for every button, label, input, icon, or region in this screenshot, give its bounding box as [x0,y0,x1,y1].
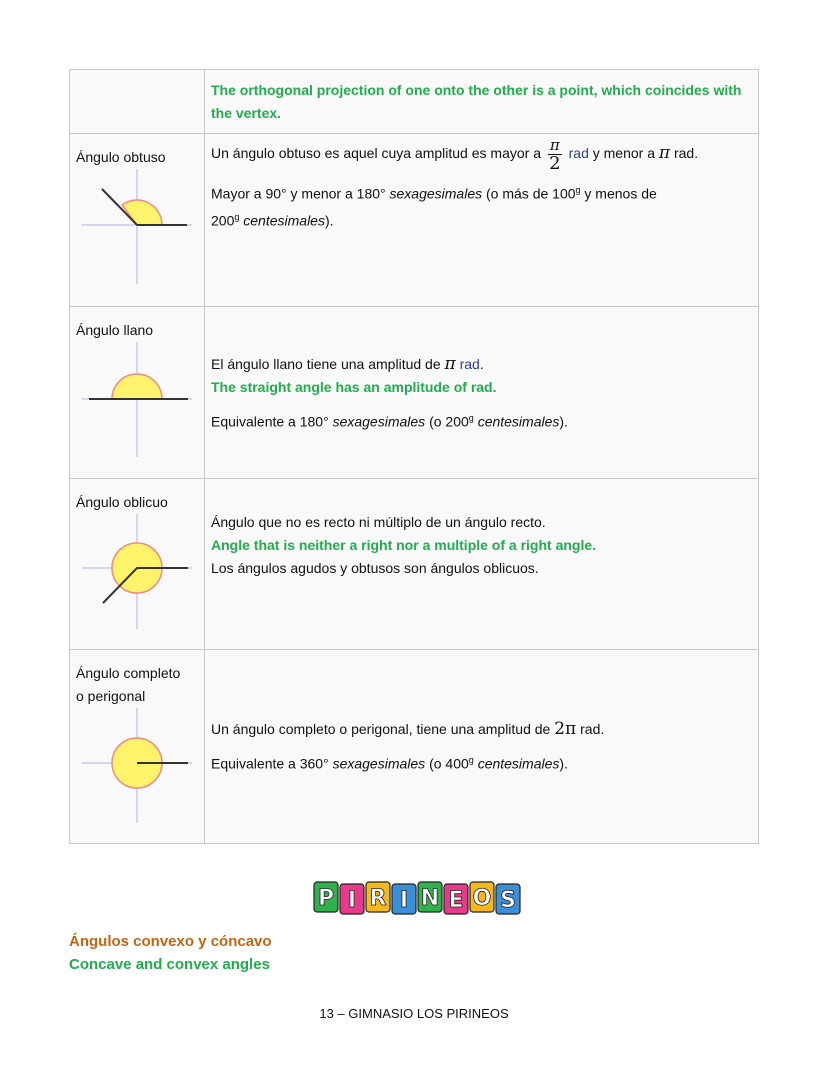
logo-letter-block [444,884,468,914]
obtuse-angle-label: Ángulo obtuso [76,149,166,165]
text: (o 400 [429,755,469,772]
text: 200 [211,212,235,229]
full-line2 [205,749,758,776]
grad-superscript: g [575,185,581,195]
pi-symbol: π [444,354,456,374]
two-pi-symbol: 2π [554,719,577,739]
text: Equivalente a 360° [211,755,329,772]
projection-note: The orthogonal projection of one onto the other is a point, which coincides with the vertex. [211,82,742,121]
obtuse-line1-text: Un ángulo obtuso es aquel cuya amplitud es mayor a [211,145,541,162]
obtuse-name-cell [70,134,205,307]
full-angle-label-line1: Ángulo completo [76,665,181,681]
logo-letter-block [340,884,364,914]
oblique-line2: Los ángulos agudos y obtusos son ángulos oblicuos. [211,560,539,576]
obtuse-line1 [205,134,758,173]
grad-superscript: g [468,413,474,423]
text: rad. [580,721,605,737]
full-description-cell [205,650,759,844]
oblique-line1: Ángulo que no es recto ni múltiplo de un ángulo recto. [211,514,546,530]
straight-name-cell [70,307,205,479]
text: y menos de [584,185,657,202]
grad-superscript: g [468,755,474,765]
straight-angle-diagram [82,342,192,457]
svg-text:I: I [347,888,357,913]
oblique-angle-label: Ángulo oblicuo [76,494,168,510]
table-row [70,650,759,844]
text-italic: sexagesimales [389,185,483,202]
table-row [70,479,759,650]
table-row [70,307,759,479]
angles-table [69,69,759,844]
pi-over-two-fraction [548,136,562,173]
pirineos-logo [312,878,522,918]
logo-letter-block [418,882,442,912]
section-heading-es: Ángulos convexo y cóncavo [69,933,272,950]
oblique-name-cell [70,479,205,650]
text: Mayor a 90° y menor a 180° [211,185,386,202]
text: ). [324,212,334,229]
logo-letter-block [392,884,416,914]
section-heading-en: Concave and convex angles [69,956,270,973]
rad-link[interactable]: rad [568,145,589,162]
oblique-description-cell [205,479,759,650]
text-italic: centesimales [477,755,560,772]
obtuse-line1-end: rad. [673,145,699,162]
svg-text:I: I [399,888,409,913]
straight-line2 [205,407,758,434]
logo-letter-block [366,882,390,912]
svg-text:E: E [448,888,464,913]
text: ). [559,413,568,430]
logo-letter-block [470,882,494,912]
full-name-cell [70,650,205,844]
oblique-angle-diagram [82,514,192,629]
obtuse-line3 [205,206,758,233]
full-angle-label [70,650,204,708]
svg-text:S: S [500,888,516,913]
straight-line1 [205,307,758,376]
logo-letter-block [314,882,338,912]
page-footer: 13 – GIMNASIO LOS PIRINEOS [319,1006,509,1021]
text: (o 200 [429,413,469,430]
full-angle-diagram [82,708,192,823]
oblique-note-en: Angle that is neither a right nor a multiple of a right angle. [211,537,597,553]
full-angle-label-line2: o perigonal [76,688,146,704]
text: . [479,356,484,372]
obtuse-line1-mid: y menor a [592,145,655,162]
logo-letter-block [496,884,520,914]
svg-text:P: P [317,886,335,911]
text: El ángulo llano tiene una amplitud de [211,356,441,372]
obtuse-description-cell [205,134,759,307]
table-row [70,70,759,134]
straight-note-en: The straight angle has an amplitude of rad. [211,379,497,395]
text: ). [559,755,568,772]
text-italic: sexagesimales [332,413,426,430]
straight-description-cell [205,307,759,479]
text-italic: sexagesimales [332,755,426,772]
table-row [70,134,759,307]
svg-text:R: R [369,886,387,911]
text-italic: centesimales [243,212,325,229]
projection-cell [205,70,759,134]
empty-cell [70,70,205,134]
fraction-numerator: π [549,136,560,154]
pi-symbol: π [658,143,671,164]
text-italic: centesimales [477,413,560,430]
fraction-denominator: 2 [549,153,561,174]
svg-text:O: O [472,886,492,911]
full-line1 [205,650,758,741]
obtuse-angle-diagram [82,169,192,284]
grad-superscript: g [234,211,240,222]
text: (o más de 100 [486,185,576,202]
text: Equivalente a 180° [211,413,329,430]
rad-link[interactable]: rad [459,356,480,372]
text: Un ángulo completo o perigonal, tiene una amplitud de [211,721,551,737]
svg-text:N: N [420,886,440,911]
straight-angle-label: Ángulo llano [76,322,154,338]
obtuse-line2 [205,179,758,206]
